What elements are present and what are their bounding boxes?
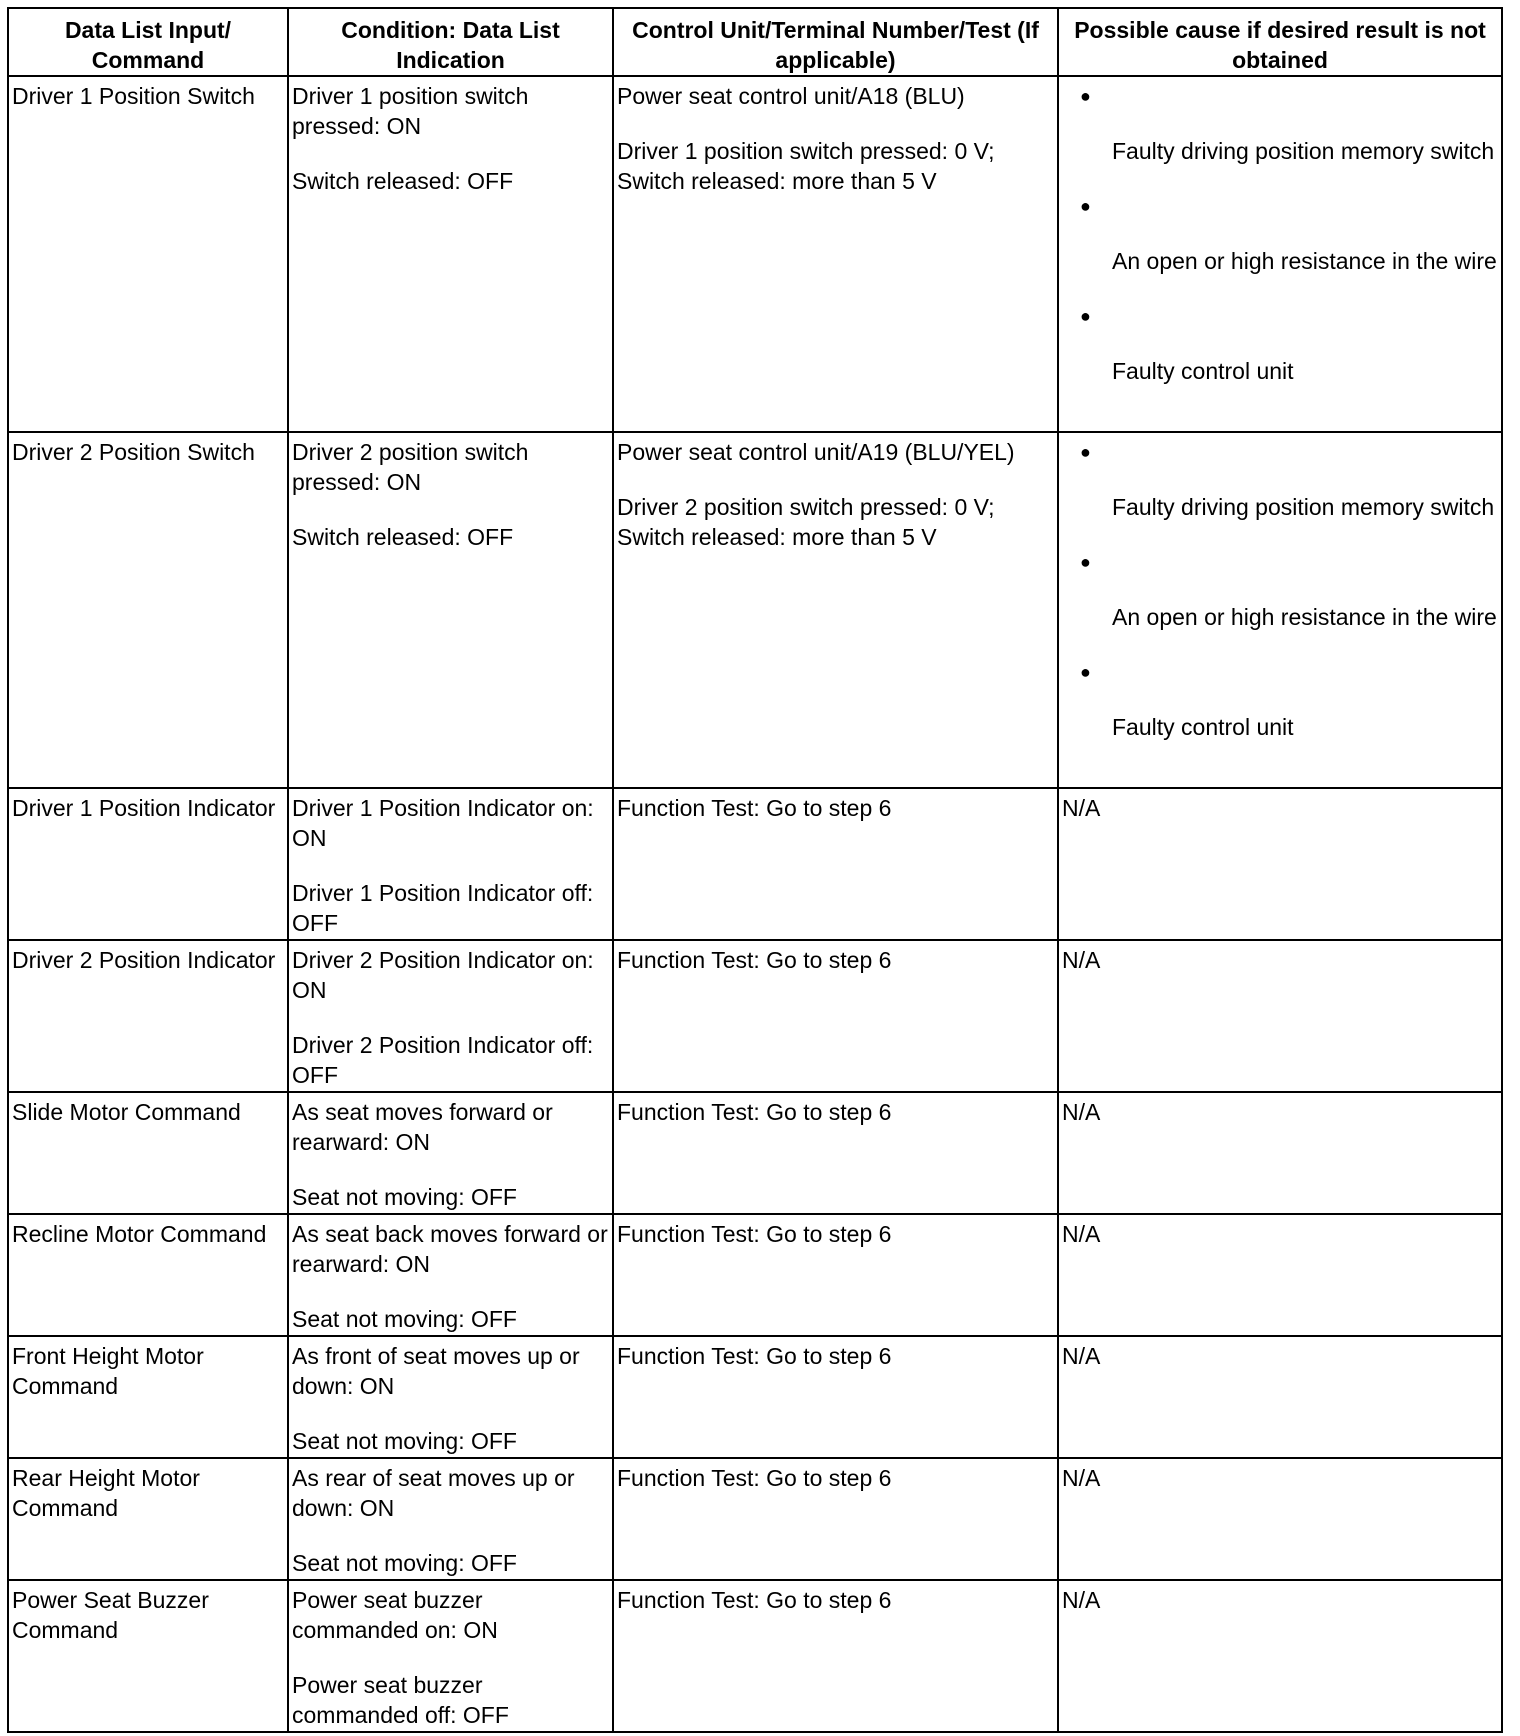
cause-text: An open or high resistance in the wire [1112,604,1497,630]
condition-text: Driver 1 Position Indicator off: OFF [292,880,594,936]
control-cell [613,1336,1058,1458]
cause-text: An open or high resistance in the wire [1112,248,1497,274]
table-row [8,1214,1502,1336]
control-text: Function Test: Go to step 6 [617,1343,892,1369]
list-item [1062,547,1498,632]
table-row [8,1580,1502,1732]
list-item [1062,301,1498,386]
item-cell: Driver 1 Position Switch [8,76,288,432]
condition-text: Switch released: OFF [292,524,514,550]
cause-text: Faulty control unit [1112,714,1294,740]
condition-text: As seat back moves forward or rearward: ON [292,1221,608,1277]
condition-text: As rear of seat moves up or down: ON [292,1465,575,1521]
control-text: Function Test: Go to step 6 [617,1587,892,1613]
condition-text: As seat moves forward or rearward: ON [292,1099,553,1155]
condition-text: Switch released: OFF [292,168,514,194]
bullet-icon: ● [1080,442,1091,462]
condition-cell [288,788,613,940]
condition-cell [288,432,613,788]
cause-text: Faulty driving position memory switch [1112,138,1495,164]
cause-text: Faulty control unit [1112,358,1294,384]
condition-cell [288,1214,613,1336]
table-row [8,76,1502,432]
condition-text: As front of seat moves up or down: ON [292,1343,580,1399]
control-cell [613,940,1058,1092]
list-item [1062,437,1498,522]
cause-cell: N/A [1058,940,1502,1092]
condition-text: Driver 1 position switch pressed: ON [292,83,529,139]
condition-text: Power seat buzzer commanded on: ON [292,1587,498,1643]
cause-cell: N/A [1058,1092,1502,1214]
table-row [8,940,1502,1092]
condition-cell [288,1092,613,1214]
control-text: Power seat control unit/A19 (BLU/YEL) [617,439,1015,465]
table-row [8,1336,1502,1458]
cause-cell: N/A [1058,1580,1502,1732]
header-condition: Condition: Data List Indication [288,8,613,76]
header-possible-cause: Possible cause if desired result is not obtained [1058,8,1502,76]
control-cell [613,432,1058,788]
condition-cell [288,1580,613,1732]
header-input-command: Data List Input/ Command [8,8,288,76]
control-cell [613,1580,1058,1732]
control-cell [613,76,1058,432]
bullet-icon: ● [1080,306,1091,326]
control-text: Function Test: Go to step 6 [617,795,892,821]
data-list-table [7,7,1503,1733]
item-cell: Front Height Motor Command [8,1336,288,1458]
table-row [8,788,1502,940]
list-item [1062,81,1498,166]
control-text: Function Test: Go to step 6 [617,1221,892,1247]
condition-text: Seat not moving: OFF [292,1184,517,1210]
condition-cell [288,940,613,1092]
table-row [8,432,1502,788]
cause-cell [1058,432,1502,788]
condition-text: Driver 2 Position Indicator off: OFF [292,1032,594,1088]
condition-text: Driver 2 Position Indicator on: ON [292,947,594,1003]
table-row [8,1458,1502,1580]
condition-text: Driver 1 Position Indicator on: ON [292,795,594,851]
item-cell: Driver 2 Position Switch [8,432,288,788]
condition-cell [288,76,613,432]
control-text: Function Test: Go to step 6 [617,1465,892,1491]
table-row [8,1092,1502,1214]
control-cell [613,788,1058,940]
bullet-icon: ● [1080,662,1091,682]
list-item [1062,657,1498,742]
condition-cell [288,1336,613,1458]
item-cell: Power Seat Buzzer Command [8,1580,288,1732]
control-cell [613,1092,1058,1214]
item-cell: Driver 2 Position Indicator [8,940,288,1092]
header-control-unit: Control Unit/Terminal Number/Test (If applicable) [613,8,1058,76]
header-row [8,8,1502,76]
item-cell: Recline Motor Command [8,1214,288,1336]
bullet-icon: ● [1080,552,1091,572]
condition-cell [288,1458,613,1580]
bullet-icon: ● [1080,196,1091,216]
control-text: Function Test: Go to step 6 [617,947,892,973]
bullet-icon: ● [1080,86,1091,106]
condition-text: Seat not moving: OFF [292,1428,517,1454]
item-cell: Slide Motor Command [8,1092,288,1214]
cause-cell: N/A [1058,1458,1502,1580]
cause-cell: N/A [1058,788,1502,940]
control-text: Driver 2 position switch pressed: 0 V; Switch released: more than 5 V [617,494,995,550]
control-text: Driver 1 position switch pressed: 0 V; Switch released: more than 5 V [617,138,995,194]
condition-text: Seat not moving: OFF [292,1306,517,1332]
cause-cell: N/A [1058,1214,1502,1336]
cause-text: Faulty driving position memory switch [1112,494,1495,520]
condition-text: Power seat buzzer commanded off: OFF [292,1672,509,1728]
condition-text: Driver 2 position switch pressed: ON [292,439,529,495]
control-text: Power seat control unit/A18 (BLU) [617,83,965,109]
control-text: Function Test: Go to step 6 [617,1099,892,1125]
item-cell: Rear Height Motor Command [8,1458,288,1580]
cause-cell: N/A [1058,1336,1502,1458]
condition-text: Seat not moving: OFF [292,1550,517,1576]
control-cell [613,1458,1058,1580]
cause-cell [1058,76,1502,432]
item-cell: Driver 1 Position Indicator [8,788,288,940]
list-item [1062,191,1498,276]
control-cell [613,1214,1058,1336]
